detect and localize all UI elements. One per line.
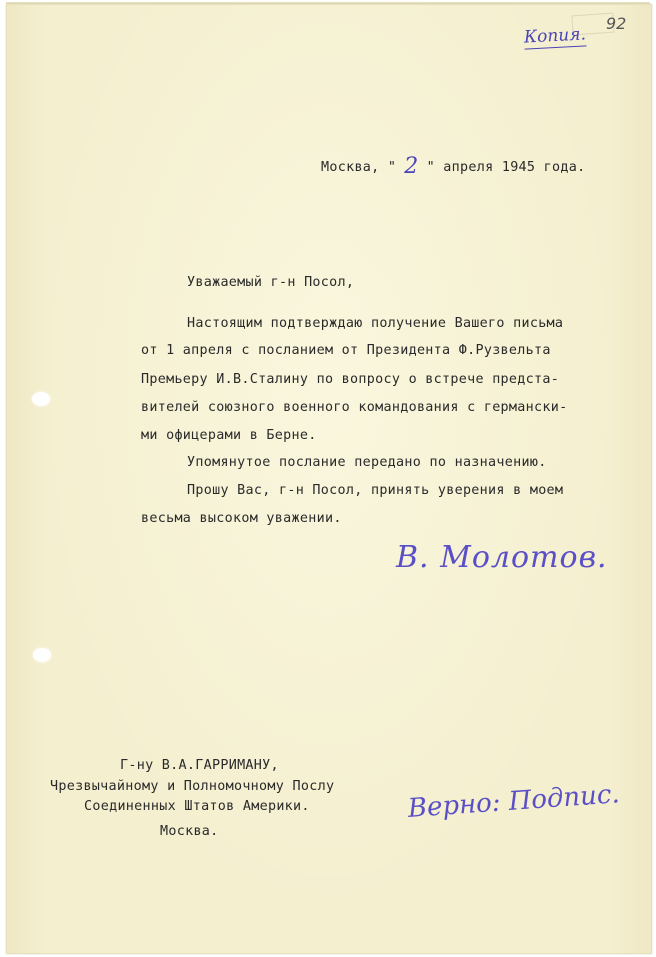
- body-line: вителей союзного военного командования с германски-: [141, 400, 568, 415]
- body-line: Упомянутое послание передано по назначению.: [187, 455, 547, 470]
- body-line: весьма высоком уважении.: [141, 511, 342, 526]
- salutation: Уважаемый г-н Посол,: [187, 275, 355, 290]
- addressee-city: Москва.: [160, 824, 219, 839]
- dateline-city: Москва, ": [321, 160, 397, 175]
- copy-mark: Копия.: [523, 24, 587, 48]
- dateline: [321, 152, 585, 177]
- punch-hole: [32, 392, 50, 406]
- page-number: 92: [606, 14, 627, 33]
- body-line: Настоящим подтверждаю получение Вашего письма: [187, 316, 564, 331]
- body-line: ми офицерами в Берне.: [141, 428, 317, 443]
- punch-hole: [33, 648, 51, 662]
- body-line: от 1 апреля с посланием от Президента Ф.Рузвельта: [141, 343, 551, 358]
- body-line: Прошу Вас, г-н Посол, принять уверения в моем: [187, 483, 564, 498]
- addressee-line: Чрезвычайному и Полномочному Послу: [50, 779, 335, 794]
- dateline-day: 2: [404, 154, 419, 179]
- certification-handwritten: Верно: Подпис.: [406, 779, 621, 824]
- addressee-line: Г-ну В.А.ГАРРИМАНУ,: [120, 758, 279, 773]
- body-line: Премьеру И.В.Сталину по вопросу о встрече предста-: [141, 372, 560, 387]
- signature: В. Молотов.: [396, 540, 608, 575]
- addressee-line: Соединенных Штатов Америки.: [84, 799, 310, 814]
- dateline-rest: " апреля 1945 года.: [426, 160, 586, 175]
